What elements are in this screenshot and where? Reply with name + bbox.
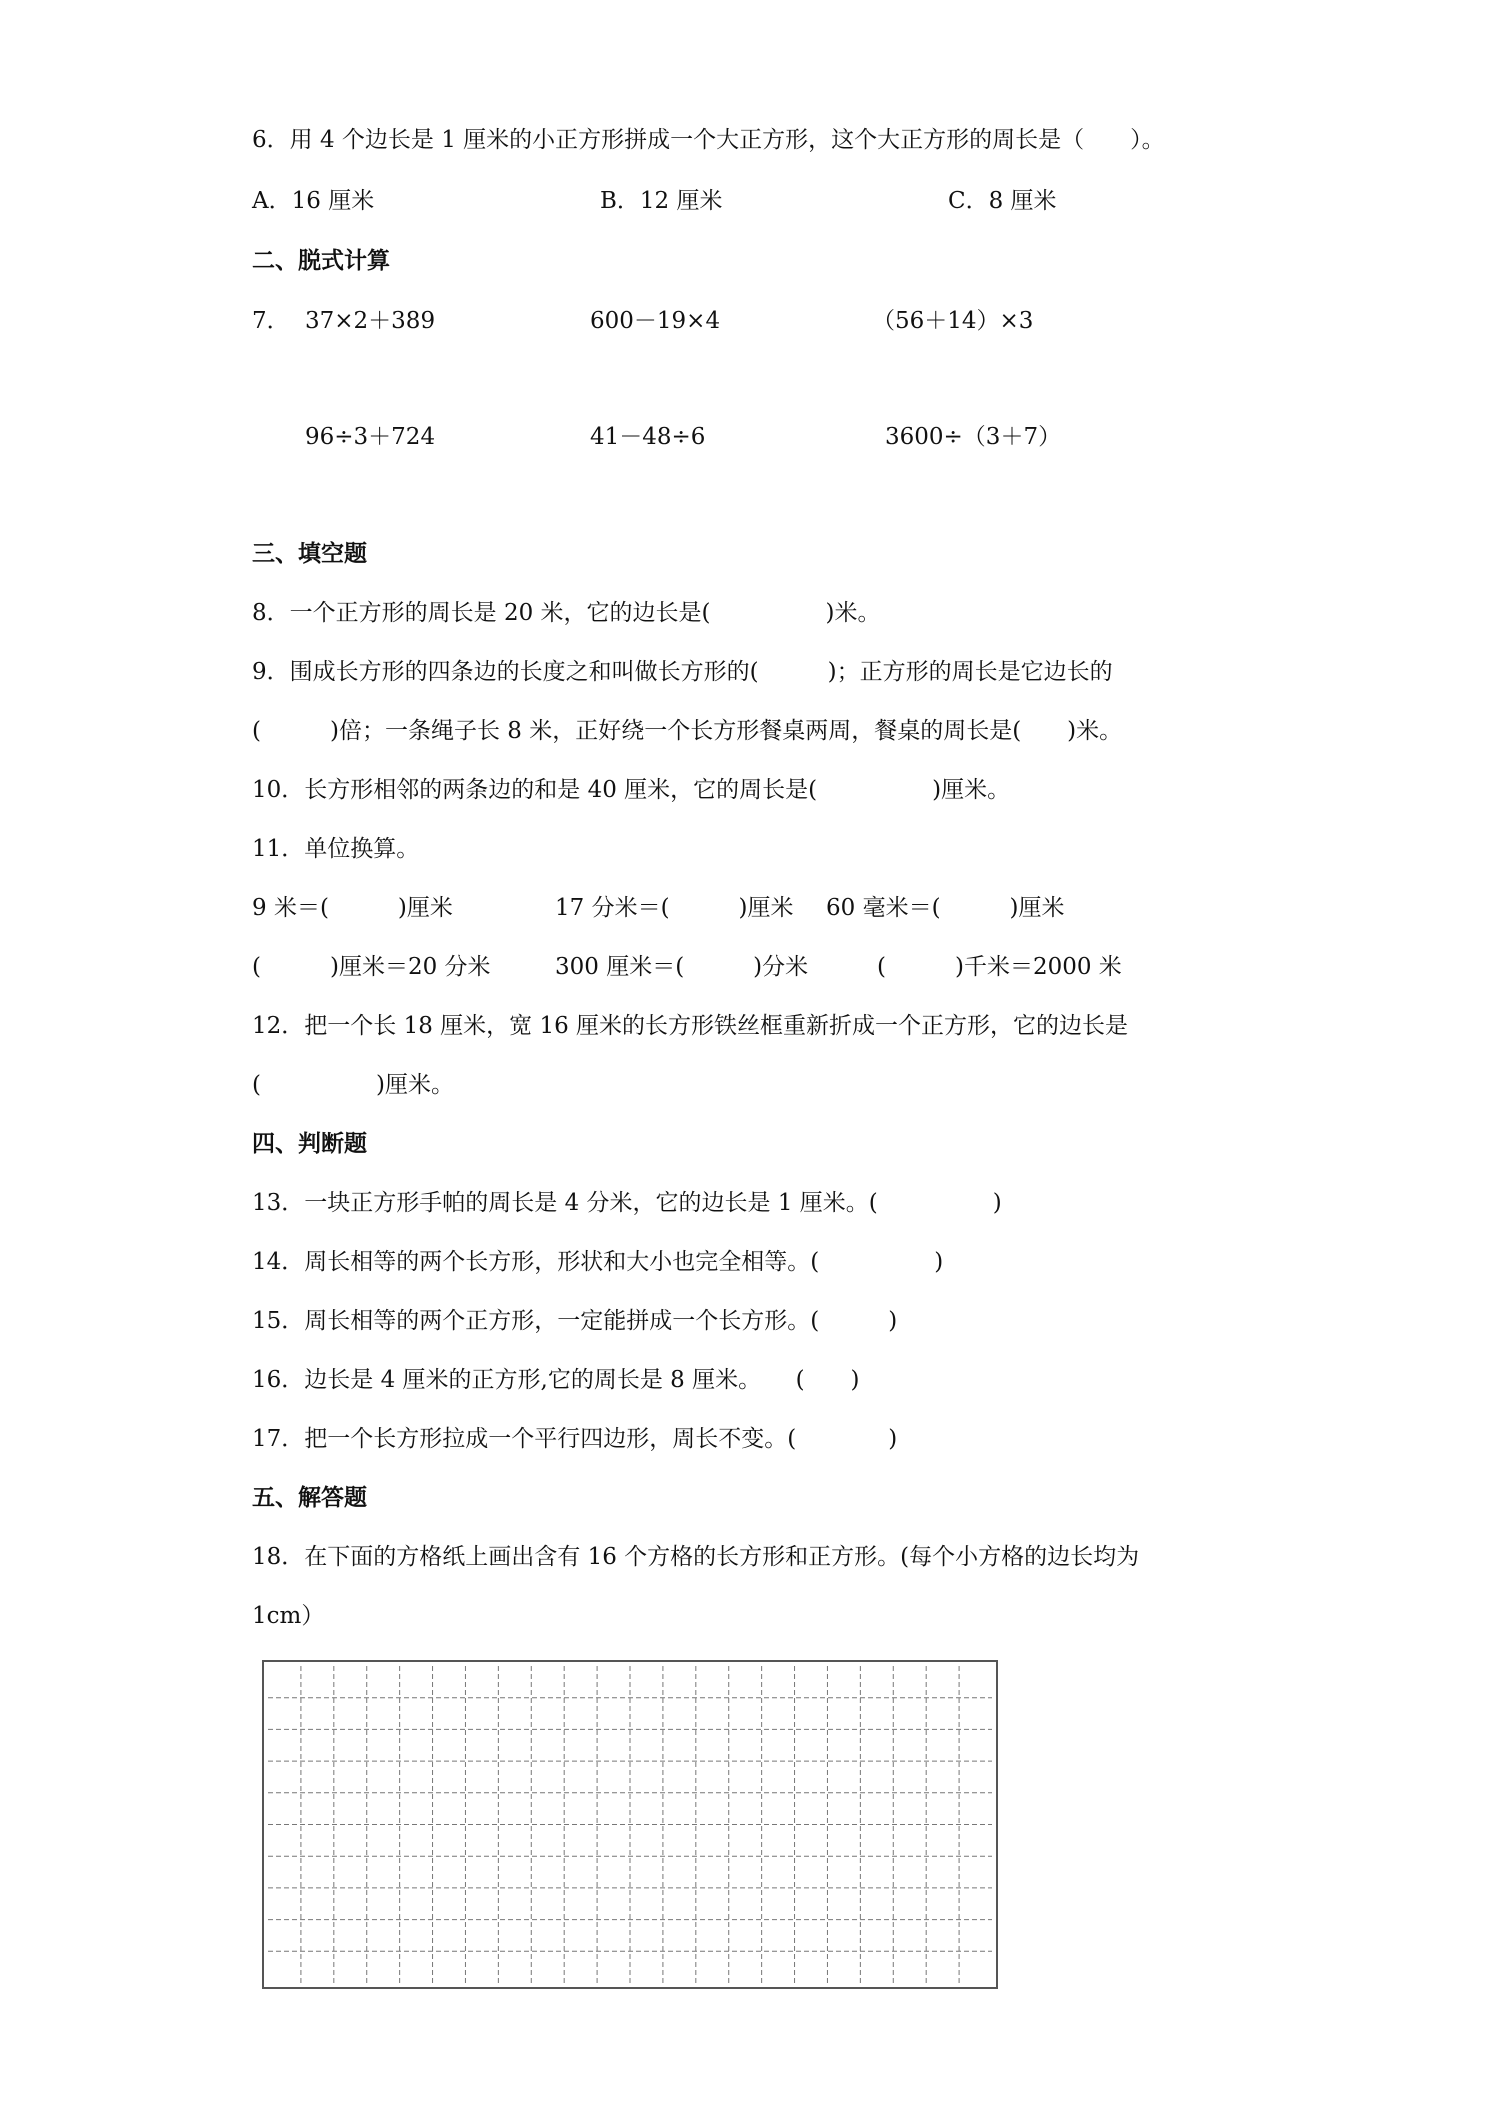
question-15: 15．周长相等的两个正方形，一定能拼成一个长方形。( ): [252, 1308, 898, 1334]
conversion-item: 9 米＝( )厘米: [252, 895, 453, 921]
question-11-title: 11．单位换算。: [252, 836, 420, 862]
calc-expression: （56＋14）×3: [872, 308, 1034, 334]
conversion-item: ( )千米＝2000 米: [877, 954, 1122, 980]
calc-expression: 3600÷（3＋7）: [885, 424, 1062, 450]
conversion-item: 17 分米＝( )厘米: [555, 895, 794, 921]
conversion-item: 60 毫米＝( )厘米: [826, 895, 1065, 921]
question-8: 8．一个正方形的周长是 20 米，它的边长是( )米。: [252, 600, 881, 626]
conversion-item: ( )厘米＝20 分米: [252, 954, 491, 980]
conversion-item: 300 厘米＝( )分米: [555, 954, 809, 980]
calc-expression: 41－48÷6: [590, 424, 706, 450]
question-12-line-1: 12．把一个长 18 厘米，宽 16 厘米的长方形铁丝框重新折成一个正方形，它的边长是: [252, 1013, 1129, 1039]
section-5-heading: 五、解答题: [252, 1485, 367, 1511]
calc-expression: 600－19×4: [590, 308, 721, 334]
question-16: 16．边长是 4 厘米的正方形,它的周长是 8 厘米。 ( ): [252, 1367, 860, 1393]
question-6: 6．用 4 个边长是 1 厘米的小正方形拼成一个大正方形，这个大正方形的周长是（ ）。: [252, 127, 1165, 153]
section-2-heading: 二、脱式计算: [252, 248, 390, 274]
question-13: 13．一块正方形手帕的周长是 4 分米，它的边长是 1 厘米。( ): [252, 1190, 1002, 1216]
calc-expression: 37×2＋389: [305, 308, 436, 334]
calc-expression: 96÷3＋724: [305, 424, 436, 450]
section-4-heading: 四、判断题: [252, 1131, 367, 1157]
grid-paper[interactable]: [262, 1660, 998, 1989]
q6-option-c: C．8 厘米: [948, 188, 1057, 214]
question-14: 14．周长相等的两个长方形，形状和大小也完全相等。( ): [252, 1249, 944, 1275]
q7-number: 7．: [252, 308, 290, 334]
question-17: 17．把一个长方形拉成一个平行四边形，周长不变。( ): [252, 1426, 898, 1452]
question-18-line-2: 1cm）: [252, 1603, 325, 1629]
question-12-line-2: ( )厘米。: [252, 1072, 454, 1098]
q6-option-a: A．16 厘米: [252, 188, 375, 214]
question-9-line-2: ( )倍；一条绳子长 8 米，正好绕一个长方形餐桌两周，餐桌的周长是( )米。: [252, 718, 1123, 744]
question-18-line-1: 18．在下面的方格纸上画出含有 16 个方格的长方形和正方形。(每个小方格的边长均为: [252, 1544, 1140, 1570]
section-3-heading: 三、填空题: [252, 541, 367, 567]
q6-option-b: B．12 厘米: [600, 188, 723, 214]
question-9-line-1: 9．围成长方形的四条边的长度之和叫做长方形的( )；正方形的周长是它边长的: [252, 659, 1113, 685]
question-10: 10．长方形相邻的两条边的和是 40 厘米，它的周长是( )厘米。: [252, 777, 1011, 803]
